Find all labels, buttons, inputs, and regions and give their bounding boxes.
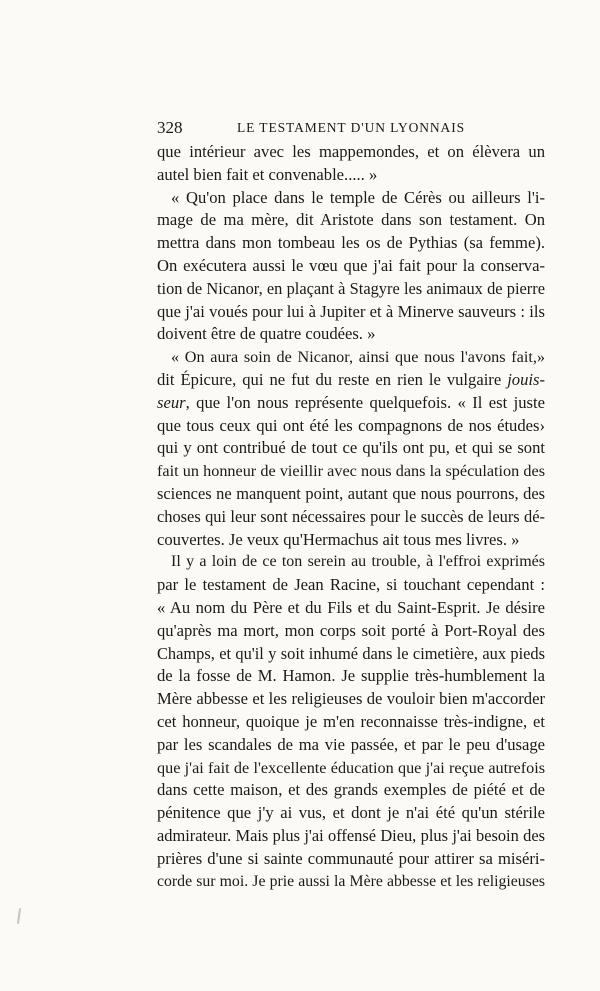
text-line: seur, que l'on nous représente quelquefois. « Il est juste [157,392,545,412]
text-line: doivent être de quatre coudées. » [157,324,376,344]
text-line: que j'ai voués pour lui à Jupiter et à Minerve sauveurs : ils [157,301,545,321]
text-line: autel bien fait et convenable..... » [157,164,378,184]
paper-mark [17,908,21,924]
text-line: que intérieur avec les mappemondes, et on élèvera un [157,142,545,161]
text-line: prières d'une si sainte communauté pour attirer sa miséri- [157,848,545,868]
running-head [157,118,545,138]
text-line: que j'ai fait de l'excellente éducation que j'ai reçue autrefois [157,758,545,777]
text-line: choses qui leur sont nécessaires pour le succès de leurs dé- [157,506,545,526]
text-line: cet honneur, quoique je m'en reconnaisse très-indigne, et [157,711,545,731]
text-line: On exécutera aussi le vœu que j'ai fait pour la conserva- [157,255,545,275]
text-line: qui y ont contribué de tout ce qu'ils ont pu, et qui se sont [157,438,545,458]
text-line: dit Épicure, qui ne fut du reste en rien le vulgaire jouis- [157,369,545,389]
text-line: pénitence que j'y ai vus, et dont je n'ai été qu'un stérile [157,803,545,823]
text-line: Il y a loin de ce ton serein au trouble, à l'effroi exprimés [171,553,545,571]
text-line: admirateur. Mais plus j'ai offensé Dieu, plus j'ai besoin des [157,825,545,845]
text-line: que tous ceux qui ont été les compagnons de nos études› [157,415,545,435]
text-line: dans cette maison, et des grands exemples de piété et de [157,780,545,800]
text-line: Mère abbesse et les religieuses de vouloir bien m'accorder [157,689,545,709]
text-line: tion de Nicanor, en plaçant à Stagyre les animaux de pierre [157,278,545,298]
page-number: 328 [157,118,183,137]
text-line: « Qu'on place dans le temple de Cérès ou ailleurs l'i- [171,187,545,207]
text-line: mage de ma mère, dit Aristote dans son testament. On [157,210,545,230]
text-line: couvertes. Je veux qu'Hermachus ait tous mes livres. » [157,529,520,549]
text-line: corde sur moi. Je prie aussi la Mère abbesse et les religieuses [157,872,545,890]
text-line: de la fosse de M. Hamon. Je supplie très-humblement la [157,666,545,686]
text-line: fait un honneur de vieillir avec nous dans la spéculation des [157,462,545,481]
text-line: Champs, et qu'il y soit inhumé dans le cimetière, aux pieds [157,643,545,663]
text-line: sciences ne manquent point, autant que nous pourrons, des [157,483,545,503]
text-line: « On aura soin de Nicanor, ainsi que nous l'avons fait,» [171,348,545,367]
text-line: « Au nom du Père et du Fils et du Saint-Esprit. Je désire [157,597,545,617]
text-line: mettra dans mon tombeau les os de Pythias (sa femme). [157,233,545,253]
text-line: par le testament de Jean Racine, si touchant cependant : [157,575,545,595]
body-text [157,141,545,893]
text-line: par les scandales de ma vie passée, et par le peu d'usage [157,734,545,754]
running-title: LE TESTAMENT D'UN LYONNAIS [236,120,466,135]
text-line: qu'après ma mort, mon corps soit porté à Port-Royal des [157,620,545,640]
